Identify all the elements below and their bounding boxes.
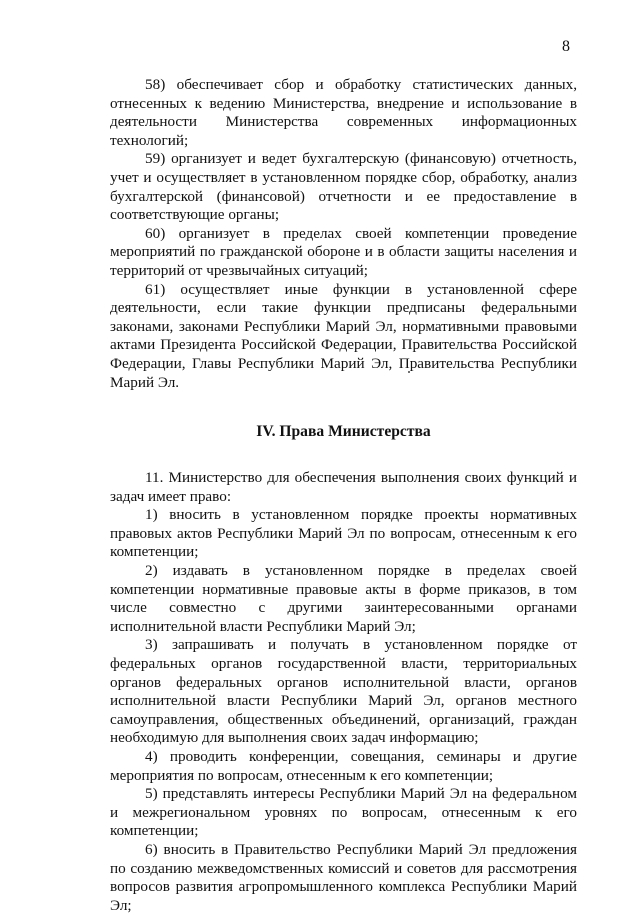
page-number: 8 (562, 38, 570, 55)
right-6: 6) вносить в Правительство Республики Марий Эл предложения по созданию межведомственных комиссий и советов для рассмотрения вопросов развития агропромышленного комплекса Республики Марий Эл; (110, 840, 577, 914)
clause-11-intro: 11. Министерство для обеспечения выполнения своих функций и задач имеет право: (110, 469, 577, 505)
document-body (110, 76, 577, 915)
right-2: 2) издавать в установленном порядке в пределах своей компетенции нормативные правовые акты в форме приказов, в том числе совместно с другими заинтересованными органами исполнительной власти Республики Марий Эл; (110, 562, 577, 635)
right-3: 3) запрашивать и получать в установленном порядке от федеральных органов государственной власти, территориальных органов федеральных органов исполнительной власти, органов исполнительной власти Республики Марий Эл, органов местного самоуправления, общественных объединений, организаций, граждан необходимую для выполнения своих задач информацию; (110, 636, 577, 747)
section-heading: IV. Права Министерства (256, 423, 431, 441)
item-59: 59) организует и ведет бухгалтерскую (финансовую) отчетность, учет и осуществляет в установленном порядке сбор, обработку, анализ бухгалтерской (финансовой) отчетности и ее предоставление в соответствующие органы; (110, 150, 577, 224)
item-60: 60) организует в пределах своей компетенции проведение мероприятий по гражданской обороне и в области защиты населения и территорий от чрезвычайных ситуаций; (110, 224, 577, 279)
right-5: 5) представлять интересы Республики Марий Эл на федеральном и межрегиональном уровнях по вопросам, отнесенным к его компетенции; (110, 785, 577, 840)
item-58: 58) обеспечивает сбор и обработку статистических данных, отнесенных к ведению Министерства, внедрение и использование в деятельности Министерства современных информационных технологий; (110, 76, 577, 149)
item-61: 61) осуществляет иные функции в установленной сфере деятельности, если такие функции предписаны федеральными законами, законами Республики Марий Эл, нормативными правовыми актами Президента Российской Федерации, Правительства Российской Федерации, Главы Республики Марий Эл, Правительства Республики Марий Эл. (110, 280, 577, 391)
right-1: 1) вносить в установленном порядке проекты нормативных правовых актов Республики Марий Эл по вопросам, отнесенным к его компетенции; (110, 506, 577, 561)
right-4: 4) проводить конференции, совещания, семинары и другие мероприятия по вопросам, отнесенным к его компетенции; (110, 748, 577, 784)
